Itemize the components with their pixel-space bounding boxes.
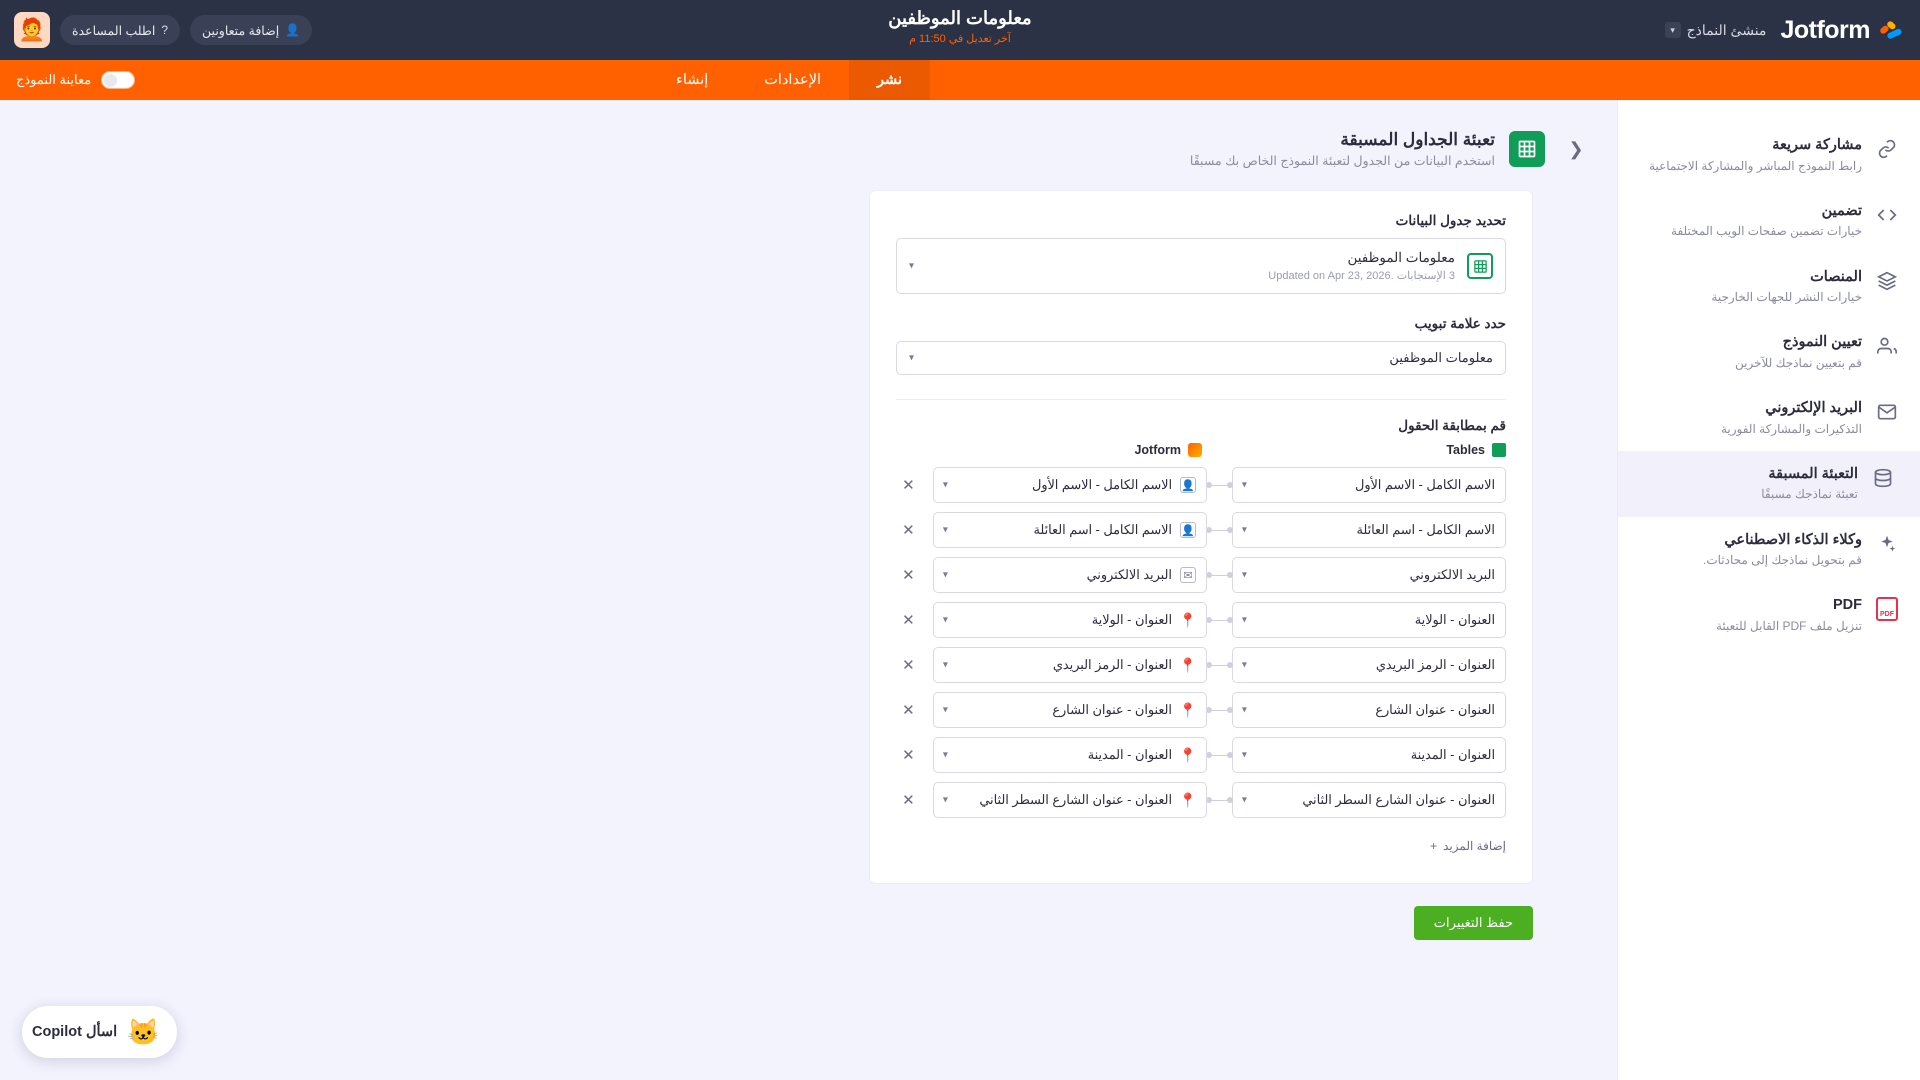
field-mapping-row xyxy=(896,557,1506,593)
field-mapping-row xyxy=(896,512,1506,548)
question-icon: ? xyxy=(161,23,169,37)
copilot-label: اسأل Copilot xyxy=(32,1024,118,1040)
pin-icon: 📍 xyxy=(1179,746,1197,763)
chevron-down-icon: ▾ xyxy=(1241,704,1247,716)
form-field-select[interactable] xyxy=(933,467,1207,503)
preview-toggle[interactable] xyxy=(101,71,135,89)
form-field-value: العنوان - الولاية xyxy=(1091,612,1172,627)
chevron-down-icon: ▾ xyxy=(942,749,948,761)
sidebar-item-pdf[interactable] xyxy=(1618,582,1920,648)
layers-icon xyxy=(1876,270,1898,292)
table-field-select[interactable] xyxy=(1232,647,1506,683)
chevron-down-icon: ▾ xyxy=(942,704,948,716)
chevron-down-icon: ▾ xyxy=(1241,524,1247,536)
user-icon: 👤 xyxy=(1180,477,1196,493)
spreadsheet-select-value: معلومات الموظفين xyxy=(1347,250,1455,265)
chevron-down-icon: ▾ xyxy=(1241,659,1247,671)
form-picker-label: منشئ النماذج xyxy=(1686,21,1767,38)
row-connector xyxy=(1207,620,1232,621)
tab-build[interactable] xyxy=(648,60,736,100)
table-field-select[interactable] xyxy=(1232,557,1506,593)
avatar[interactable] xyxy=(14,12,50,48)
form-field-value: الاسم الكامل - الاسم الأول xyxy=(1032,477,1172,492)
form-field-value: الاسم الكامل - اسم العائلة xyxy=(1033,522,1172,537)
sidebar-item-assign-form-desc: قم بتعيين نماذجك للآخرين xyxy=(1735,355,1862,370)
chevron-down-icon: ▾ xyxy=(1241,749,1247,761)
sidebar-item-prefill-desc: تعبئة نماذجك مسبقًا xyxy=(1761,487,1858,502)
chevron-down-icon: ▾ xyxy=(942,479,948,491)
table-field-select[interactable] xyxy=(1232,737,1506,773)
sparkle-icon xyxy=(1876,533,1898,555)
avatar-emoji: 🧑‍🦰 xyxy=(18,17,46,42)
tab-select-label: حدد علامة تبويب xyxy=(1414,316,1506,331)
field-mapping-row xyxy=(896,602,1506,638)
tab-publish[interactable] xyxy=(849,60,930,100)
field-mapping-row xyxy=(896,692,1506,728)
row-connector xyxy=(1207,665,1232,666)
sidebar-item-email[interactable] xyxy=(1618,385,1920,451)
jotform-logo-mark xyxy=(1878,16,1906,44)
chevron-down-icon: ▾ xyxy=(1665,22,1681,38)
content-area xyxy=(0,100,1920,1080)
main-content xyxy=(0,100,1617,1080)
table-field-select[interactable] xyxy=(1232,782,1506,818)
table-field-select[interactable] xyxy=(1232,512,1506,548)
divider xyxy=(896,399,1506,400)
database-icon xyxy=(1872,467,1894,489)
plus-icon: + xyxy=(1430,839,1438,853)
row-connector xyxy=(1207,710,1232,711)
sidebar-item-quick-share[interactable] xyxy=(1618,122,1920,188)
remove-mapping-button[interactable]: ✕ xyxy=(902,792,915,809)
chevron-right-icon[interactable]: ❮ xyxy=(1568,138,1584,159)
row-connector xyxy=(1207,575,1232,576)
row-connector xyxy=(1207,755,1232,756)
chevron-down-icon: ▾ xyxy=(942,614,948,626)
sidebar-item-embed-desc: خيارات تضمين صفحات الويب المختلفة xyxy=(1671,224,1862,239)
row-connector xyxy=(1207,800,1232,801)
remove-mapping-button[interactable]: ✕ xyxy=(902,702,915,719)
table-field-value: العنوان - عنوان الشارع السطر الثاني xyxy=(1302,792,1495,807)
tab-publish-label: نشر xyxy=(877,72,902,88)
chevron-down-icon: ▾ xyxy=(942,794,948,806)
field-mapping-row xyxy=(896,647,1506,683)
table-icon xyxy=(1509,131,1545,167)
sidebar-item-assign-form[interactable] xyxy=(1618,319,1920,385)
mail-icon xyxy=(1876,401,1898,423)
chevron-down-icon: ▾ xyxy=(942,569,948,581)
prefill-card xyxy=(869,190,1533,884)
sidebar-item-pdf-title: PDF xyxy=(1833,597,1862,614)
sidebar-item-prefill-title: التعبئة المسبقة xyxy=(1768,465,1858,482)
column-header-tables xyxy=(1220,443,1506,457)
sidebar-item-prefill[interactable] xyxy=(1618,451,1920,517)
chevron-down-icon: ▾ xyxy=(942,524,948,536)
match-fields-label: قم بمطابقة الحقول xyxy=(1398,418,1506,433)
table-field-value: العنوان - المدينة xyxy=(1410,747,1495,762)
table-icon-small xyxy=(1467,253,1493,279)
panel-subtitle: استخدم البيانات من الجدول لتعبئة النموذج الخاص بك مسبقًا xyxy=(1189,154,1495,168)
chevron-down-icon: ▾ xyxy=(1241,794,1247,806)
panel-title: تعبئة الجداول المسبقة xyxy=(1340,130,1495,149)
save-button[interactable]: حفظ التغييرات xyxy=(1414,906,1533,940)
form-field-select[interactable] xyxy=(933,602,1207,638)
panel-header xyxy=(28,130,1589,168)
chevron-down-icon: ▾ xyxy=(942,659,948,671)
pin-icon: 📍 xyxy=(1179,611,1197,628)
tab-settings-label: الإعدادات xyxy=(764,72,822,88)
sidebar-item-quick-share-title: مشاركة سريعة xyxy=(1772,137,1862,153)
table-field-value: العنوان - الرمز البريدي xyxy=(1375,657,1495,672)
preview-label: معاينة النموذج xyxy=(16,72,92,87)
save-row xyxy=(869,906,1533,940)
sidebar xyxy=(1617,100,1920,1080)
tables-icon xyxy=(1492,443,1506,457)
remove-mapping-button[interactable]: ✕ xyxy=(902,567,915,584)
spreadsheet-select-meta: 3 الإستجابات .Updated on Apr 23, 2026 xyxy=(1268,270,1455,282)
chevron-down-icon: ▾ xyxy=(1241,569,1247,581)
table-field-value: الاسم الكامل - الاسم الأول xyxy=(1355,477,1495,492)
top-bar-left-group xyxy=(14,12,312,48)
jotform-logo[interactable] xyxy=(1780,16,1906,45)
form-picker[interactable] xyxy=(1665,22,1767,39)
sidebar-item-embed-title: تضمين xyxy=(1821,202,1862,219)
field-mapping-row xyxy=(896,737,1506,773)
form-field-select[interactable] xyxy=(933,647,1207,683)
pdf-icon: PDF xyxy=(1876,598,1898,620)
sidebar-item-ai-agents[interactable] xyxy=(1618,517,1920,583)
table-field-value: الاسم الكامل - اسم العائلة xyxy=(1356,522,1495,537)
last-edited-text: آخر تعديل في 11:50 م xyxy=(909,33,1011,45)
form-field-select[interactable] xyxy=(933,737,1207,773)
table-field-value: العنوان - الولاية xyxy=(1414,612,1495,627)
add-more-label: إضافة المزيد xyxy=(1443,839,1506,853)
remove-mapping-button[interactable]: ✕ xyxy=(902,657,915,674)
chevron-down-icon: ▾ xyxy=(909,352,915,364)
column-header-jotform xyxy=(916,443,1202,457)
chevron-down-icon: ▾ xyxy=(1241,614,1247,626)
sidebar-item-embed[interactable] xyxy=(1618,188,1920,254)
sidebar-item-platforms-desc: خيارات النشر للجهات الخارجية xyxy=(1711,290,1862,305)
table-field-value: البريد الالكتروني xyxy=(1409,567,1495,582)
nav-items xyxy=(648,60,930,100)
row-connector xyxy=(1207,530,1232,531)
sidebar-item-quick-share-desc: رابط النموذج المباشر والمشاركة الاجتماعية xyxy=(1649,158,1862,173)
cat-copilot-icon: 🐱 xyxy=(127,1016,160,1047)
pin-icon: 📍 xyxy=(1179,701,1197,718)
sheet-tab-select-value: معلومات الموظفين xyxy=(1389,350,1493,365)
column-header-jotform-label: Jotform xyxy=(1134,443,1181,457)
help-button[interactable] xyxy=(60,15,180,45)
form-field-select[interactable] xyxy=(933,557,1207,593)
top-bar-right-group xyxy=(1665,16,1906,45)
column-header-tables-label: Tables xyxy=(1446,443,1485,457)
tab-settings[interactable] xyxy=(736,60,849,100)
table-select-label: تحديد جدول البيانات xyxy=(1395,213,1506,228)
preview-toggle-group[interactable] xyxy=(16,60,135,100)
spreadsheet-select[interactable] xyxy=(896,238,1506,294)
sidebar-item-platforms-title: المنصات xyxy=(1810,268,1862,285)
jotform-logo-text: Jotform xyxy=(1780,15,1870,44)
row-connector xyxy=(1207,485,1232,486)
form-field-select[interactable] xyxy=(933,512,1207,548)
copilot-button[interactable] xyxy=(22,1006,177,1058)
table-field-select[interactable] xyxy=(1232,467,1506,503)
chevron-down-icon: ▾ xyxy=(909,260,915,272)
form-field-value: العنوان - المدينة xyxy=(1087,747,1172,762)
sidebar-item-ai-agents-desc: قم بتحويل نماذجك إلى محادثات. xyxy=(1703,553,1862,568)
add-collaborators-label: إضافة متعاونين xyxy=(202,23,280,38)
mail-icon: ✉ xyxy=(1180,567,1196,583)
pin-icon: 📍 xyxy=(1179,791,1197,808)
add-more-button[interactable] xyxy=(1430,839,1506,853)
add-collaborators-button[interactable] xyxy=(190,15,312,45)
field-mapping-row xyxy=(896,467,1506,503)
remove-mapping-button[interactable]: ✕ xyxy=(902,612,915,629)
form-field-value: العنوان - عنوان الشارع xyxy=(1052,702,1172,717)
form-field-select[interactable] xyxy=(933,782,1207,818)
sidebar-item-email-title: البريد الإلكتروني xyxy=(1765,400,1862,416)
remove-mapping-button[interactable]: ✕ xyxy=(902,477,915,494)
top-bar xyxy=(0,0,1920,60)
form-field-value: العنوان - الرمز البريدي xyxy=(1052,657,1172,672)
pin-icon: 📍 xyxy=(1179,656,1197,673)
remove-mapping-button[interactable]: ✕ xyxy=(902,522,915,539)
link-icon xyxy=(1876,138,1898,160)
mapping-column-headers xyxy=(896,443,1506,457)
main-nav xyxy=(0,60,1920,100)
sidebar-item-platforms[interactable] xyxy=(1618,254,1920,320)
sheet-tab-select[interactable] xyxy=(896,341,1506,375)
help-label: اطلب المساعدة xyxy=(72,23,156,38)
form-field-select[interactable] xyxy=(933,692,1207,728)
code-icon xyxy=(1876,204,1898,226)
table-field-select[interactable] xyxy=(1232,602,1506,638)
users-icon xyxy=(1876,335,1898,357)
tab-build-label: إنشاء xyxy=(676,72,709,88)
table-field-value: العنوان - عنوان الشارع xyxy=(1375,702,1495,717)
chevron-down-icon: ▾ xyxy=(1241,479,1247,491)
user-plus-icon: 👤 xyxy=(285,23,301,37)
sidebar-item-email-desc: التذكيرات والمشاركة الفورية xyxy=(1720,421,1862,436)
user-icon: 👤 xyxy=(1180,522,1196,538)
table-field-select[interactable] xyxy=(1232,692,1506,728)
sidebar-item-pdf-desc: تنزيل ملف PDF القابل للتعبئة xyxy=(1715,618,1862,633)
form-field-value: العنوان - عنوان الشارع السطر الثاني xyxy=(979,792,1172,807)
sidebar-item-assign-form-title: تعيين النموذج xyxy=(1782,334,1862,351)
form-field-value: البريد الالكتروني xyxy=(1086,567,1172,582)
sidebar-item-ai-agents-title: وكلاء الذكاء الاصطناعي xyxy=(1724,531,1862,548)
remove-mapping-button[interactable]: ✕ xyxy=(902,747,915,764)
jotform-icon xyxy=(1188,443,1202,457)
field-mapping-row xyxy=(896,782,1506,818)
page-title: معلومات الموظفين xyxy=(888,8,1032,28)
